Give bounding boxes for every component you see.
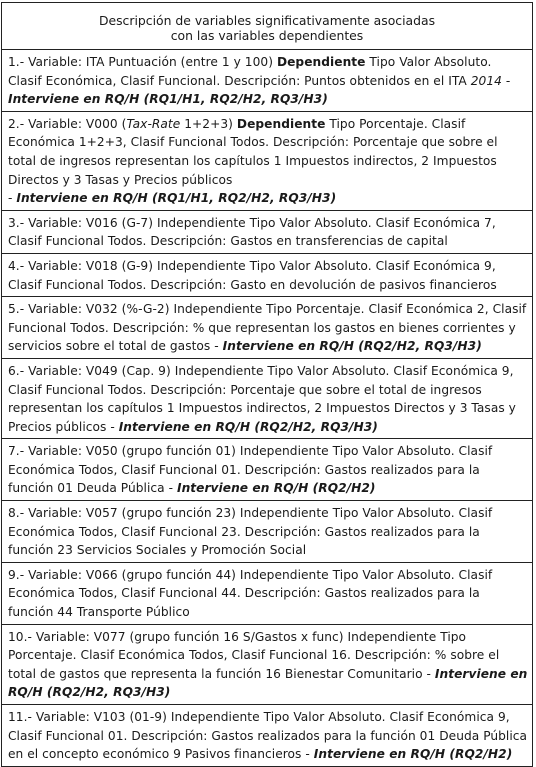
variables-table xyxy=(1,2,533,767)
header-line-1: Descripción de variables significativamente asociadas xyxy=(98,13,436,28)
variable-intro: 10.- Variable: V077 (grupo función 16 S/Gastos x func) xyxy=(8,629,348,644)
variable-intro: 8.- Variable: V057 (grupo función 23) xyxy=(8,506,240,521)
separator: - xyxy=(210,339,223,354)
table-row xyxy=(2,562,533,624)
variable-intro: 3.- Variable: V016 (G-7) xyxy=(8,215,157,230)
variable-role: Independiente xyxy=(170,710,260,724)
table-row xyxy=(2,705,533,767)
variable-intro: 1.- Variable: ITA Puntuación (entre 1 y 100) xyxy=(8,55,277,69)
separator: - xyxy=(501,73,511,88)
variable-cell xyxy=(2,253,533,296)
variable-intro: 4.- Variable: V018 (G-9) xyxy=(8,258,157,273)
variable-description: Tipo Porcentaje. Clasif Económica 2, Clasif Funcional Todos. Descripción: % que representan los gastos en bienes corrientes y servicios sobre el total de gastos xyxy=(8,302,527,354)
separator: - xyxy=(8,191,17,206)
variable-description-italic: 2014 xyxy=(470,73,502,88)
separator: - xyxy=(164,481,177,496)
variable-intro: 7.- Variable: V050 (grupo función 01) xyxy=(8,444,240,459)
variable-description: Tipo Valor Absoluto. Clasif Económica Todos, Clasif Funcional 23. Descripción: Gastos realizados para la función 23 Servicios Sociales y Promoción Social xyxy=(8,506,493,558)
variable-role: Dependiente xyxy=(236,116,326,131)
variable-cell xyxy=(2,501,533,563)
variable-description: Tipo Valor Absoluto. Clasif Económica 7, Clasif Funcional Todos. Descripción: Gastos en transferencias de capital xyxy=(8,215,496,249)
variable-description: Tipo Valor Absoluto. Clasif Económica 9, Clasif Funcional Todos. Descripción: Gasto en devolución de pasivos financieros xyxy=(8,258,497,292)
variable-intro: 6.- Variable: V049 (Cap. 9) xyxy=(8,363,175,378)
separator: - xyxy=(106,419,119,434)
table-row xyxy=(2,624,533,704)
table-row xyxy=(2,297,533,359)
variable-role: Independiente xyxy=(174,363,264,378)
header-line-2: con las variables dependientes xyxy=(170,28,364,43)
interviene-note: Interviene en RQ/H (RQ1/H1, RQ2/H2, RQ3/H3) xyxy=(8,92,328,107)
variable-role: Independiente xyxy=(347,629,437,644)
interviene-note: Interviene en RQ/H (RQ2/H2, RQ3/H3) xyxy=(222,339,482,354)
variable-role: Independiente xyxy=(156,215,246,230)
table-header xyxy=(2,3,533,50)
table-row xyxy=(2,50,533,112)
table-row xyxy=(2,253,533,296)
variable-cell xyxy=(2,439,533,501)
variable-role: Independiente xyxy=(156,258,246,273)
variable-cell xyxy=(2,210,533,253)
table-row xyxy=(2,210,533,253)
table-head xyxy=(2,3,533,50)
interviene-note: Interviene en RQ/H (RQ1/H1, RQ2/H2, RQ3/H3) xyxy=(16,191,337,206)
variable-cell xyxy=(2,111,533,210)
separator: - xyxy=(422,666,435,681)
variable-cell xyxy=(2,562,533,624)
variable-description: Tipo Valor Absoluto. Clasif Económica Todos, Clasif Funcional 44. Descripción: Gastos realizados para la función 44 Transporte Público xyxy=(8,567,493,620)
variable-role: Independiente xyxy=(173,302,263,317)
table-row xyxy=(2,501,533,563)
variable-description: Tipo Porcentaje. Clasif Económica Todos, Clasif Funcional 16. Descripción: % sobre el total de gastos que representa la función 16 Bienestar Comunitario xyxy=(8,629,500,681)
variable-intro-italic: Tax-Rate xyxy=(126,116,181,131)
table-row xyxy=(2,358,533,438)
variable-role: Independiente xyxy=(239,567,329,582)
header-row xyxy=(2,3,533,50)
variable-intro: 2.- Variable: V000 ( xyxy=(8,116,127,131)
variable-description: Tipo Valor Absoluto. Clasif Económica 9, Clasif Funcional 01. Descripción: Gastos realizados para la función 01 Deuda Pública en el concepto económico 9 Pasivos financieros xyxy=(8,710,528,762)
variable-description: Tipo Porcentaje. Clasif Económica 1+2+3, Clasif Funcional Todos. Descripción: Porcentaje que sobre el total de ingresos representan los capítulos 1 Impuestos indirectos, 2 Impuestos Directos y 3 Tasas y Precios públicos xyxy=(8,116,498,187)
variable-cell xyxy=(2,358,533,438)
interviene-note: Interviene en RQ/H (RQ2/H2, RQ3/H3) xyxy=(118,419,378,434)
variable-description: Tipo Valor Absoluto. Clasif Económica, Clasif Funcional. Descripción: Puntos obtenidos en el ITA xyxy=(8,55,492,88)
variable-role: Independiente xyxy=(239,444,329,459)
variable-cell xyxy=(2,50,533,112)
variable-cell xyxy=(2,297,533,359)
variable-intro: 9.- Variable: V066 (grupo función 44) xyxy=(8,567,240,582)
variable-cell xyxy=(2,705,533,767)
variable-description: Tipo Valor Absoluto. Clasif Económica 9, Clasif Funcional Todos. Descripción: Porcentaje que sobre el total de ingresos representan los capítulos 1 Impuestos indirectos, 2 Impuestos Directos y 3 Tasas y Precios públicos xyxy=(8,363,516,434)
interviene-note: Interviene en RQ/H (RQ2/H2) xyxy=(313,747,513,762)
variable-intro: 11.- Variable: V103 (01-9) xyxy=(8,710,171,724)
interviene-note: Interviene en RQ/H (RQ2/H2, RQ3/H3) xyxy=(8,666,528,700)
variable-role: Dependiente xyxy=(276,55,366,69)
variable-description: Tipo Valor Absoluto. Clasif Económica Todos, Clasif Funcional 01. Descripción: Gastos realizados para la función 01 Deuda Pública xyxy=(8,444,493,496)
variable-intro-after: 1+2+3) xyxy=(180,116,237,131)
variable-cell xyxy=(2,624,533,704)
separator: - xyxy=(301,747,314,762)
variable-intro: 5.- Variable: V032 (%-G-2) xyxy=(8,302,174,317)
variable-role: Independiente xyxy=(239,506,329,521)
table-row xyxy=(2,439,533,501)
table-body xyxy=(2,50,533,767)
interviene-note: Interviene en RQ/H (RQ2/H2) xyxy=(176,481,376,496)
table-row xyxy=(2,111,533,210)
